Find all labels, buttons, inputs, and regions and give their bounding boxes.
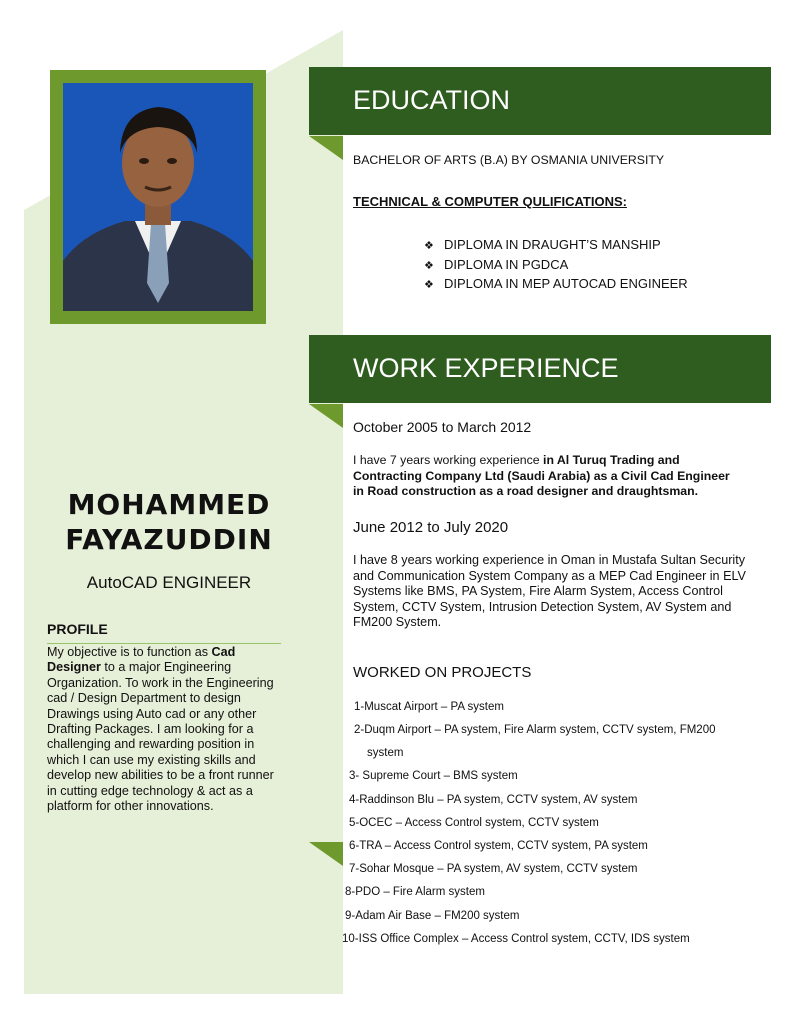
diploma-label: DIPLOMA IN DRAUGHT’S MANSHIP	[444, 237, 661, 252]
profile-text-part-2: to a major Engineering Organization. To work in the Engineering cad / Design Department to design Drawings using Auto cad or any other Drafting Packages. I am looking for a challenging and rewarding position in which I can use my existing skills and develop new abilities to be a front runner in cutting edge technology & act as a platform for other innovations.	[47, 660, 274, 814]
project-item: 9-Adam Air Base – FM200 system	[345, 910, 520, 922]
work-experience-banner	[309, 335, 771, 403]
project-item: 2-Duqm Airport – PA system, Fire Alarm system, CCTV system, FM200	[354, 724, 716, 736]
diamond-bullet-icon: ❖	[424, 259, 434, 272]
work-description-1	[353, 453, 743, 500]
person-icon	[63, 83, 253, 311]
project-item-continuation: system	[367, 747, 404, 759]
education-heading: EDUCATION	[353, 85, 511, 115]
diploma-list	[424, 236, 688, 295]
profile-text-bold: Cad Designer	[47, 645, 236, 675]
work-period-1: October 2005 to March 2012	[353, 419, 532, 435]
profile-photo	[63, 83, 253, 311]
project-item: 8-PDO – Fire Alarm system	[345, 886, 485, 898]
project-item: 1-Muscat Airport – PA system	[354, 701, 504, 713]
work-description-2: I have 8 years working experience in Oman in Mustafa Sultan Security and Communication System Company as a MEP Cad Engineer in ELV Systems like BMS, PA System, Fire Alarm System, Access Control System, CCTV System, Intrusion Detection System, AV System and FM200 System.	[353, 553, 746, 629]
profile-photo-frame	[50, 70, 266, 324]
diploma-item	[424, 236, 688, 256]
project-item: 3- Supreme Court – BMS system	[349, 770, 518, 782]
project-item: 7-Sohar Mosque – PA system, AV system, CCTV system	[349, 863, 638, 875]
education-degree: BACHELOR OF ARTS (B.A) BY OSMANIA UNIVERSITY	[353, 153, 665, 167]
project-item: 4-Raddinson Blu – PA system, CCTV system, AV system	[349, 794, 638, 806]
education-banner	[309, 67, 771, 135]
technical-qualifications-heading: TECHNICAL & COMPUTER QULIFICATIONS:	[353, 194, 627, 209]
profile-text-part-1: My objective is to function as	[47, 645, 212, 659]
profile-divider	[47, 643, 281, 644]
person-role: AutoCAD ENGINEER	[86, 573, 252, 592]
project-item: 10-ISS Office Complex – Access Control system, CCTV, IDS system	[342, 933, 690, 945]
profile-text	[47, 645, 283, 814]
projects-heading: WORKED ON PROJECTS	[353, 664, 532, 681]
person-name-line-2: FAYAZUDDIN	[65, 523, 273, 556]
profile-heading: PROFILE	[47, 621, 108, 637]
work-description-1-bold: in Al Turuq Trading and Contracting Company Ltd (Saudi Arabia) as a Civil Cad Engineer in Road construction as a road designer and draughtsman.	[353, 453, 730, 498]
diploma-label: DIPLOMA IN MEP AUTOCAD ENGINEER	[444, 276, 688, 291]
diamond-bullet-icon: ❖	[424, 240, 434, 252]
work-experience-heading: WORK EXPERIENCE	[353, 353, 619, 383]
diploma-item	[424, 256, 688, 276]
work-description-1-lead: I have 7 years working experience	[353, 453, 544, 467]
work-period-2: June 2012 to July 2020	[353, 519, 509, 536]
diploma-item	[424, 275, 688, 295]
diamond-bullet-icon: ❖	[424, 279, 434, 291]
person-name-line-1: MOHAMMED	[67, 488, 271, 521]
project-item: 6-TRA – Access Control system, CCTV system, PA system	[349, 840, 648, 852]
diploma-label: DIPLOMA IN PGDCA	[444, 256, 569, 272]
person-name	[24, 487, 314, 557]
project-item: 5-OCEC – Access Control system, CCTV system	[349, 817, 599, 829]
